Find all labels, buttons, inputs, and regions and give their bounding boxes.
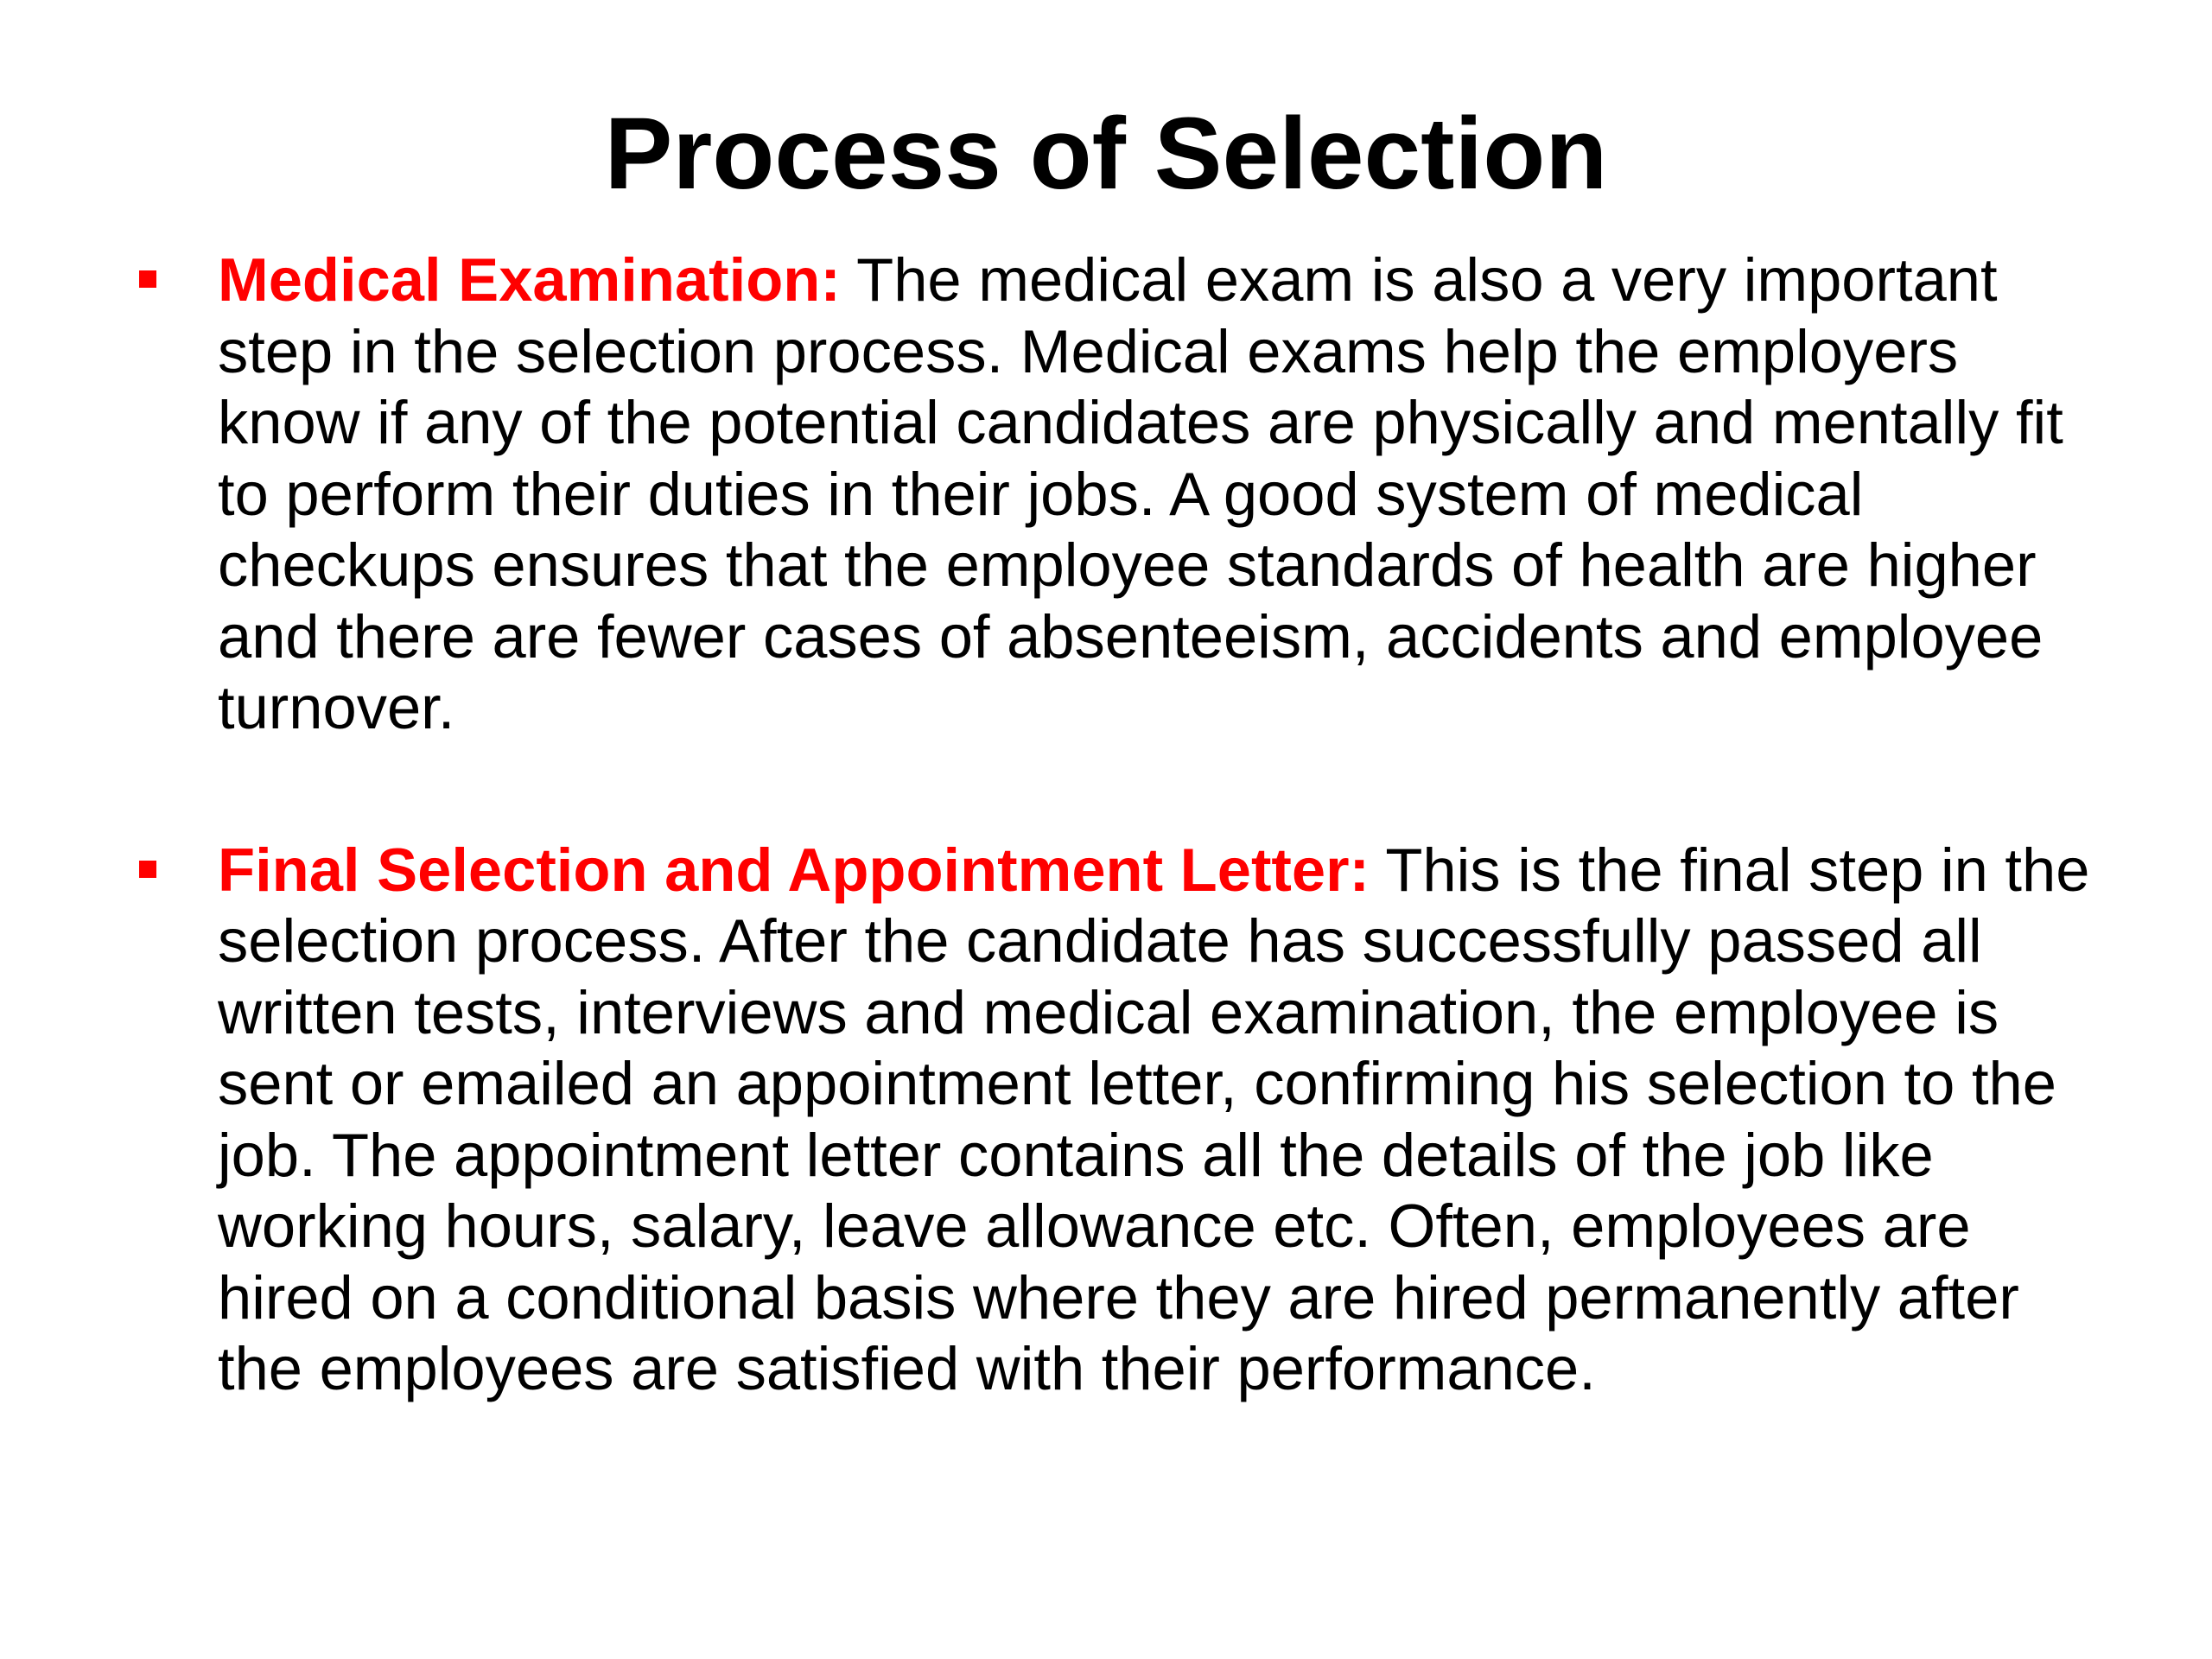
square-bullet-icon (139, 861, 156, 878)
bullet-item-final-selection (138, 835, 2091, 1405)
bullet-text: This is the final step in the selection process. After the candidate has successfully passed all written tests, interviews and medical examination, the employee is sent or emailed an appointment letter, confirming his selection to the job. The appointment letter contains all the details of the job like working hours, salary, leave allowance etc. Often, employees are hired on a conditional basis where they are hired permanently after the employees are satisfied with their performance. (218, 835, 2090, 1402)
bullet-item-medical-examination (138, 245, 2091, 744)
square-bullet-icon (139, 270, 156, 288)
bullet-list (138, 245, 2091, 1405)
bullet-text: The medical exam is also a very important step in the selection process. Medical exams help the employers know if any of the potential candidates are physically and mentally fit to perform their duties in their jobs. A good system of medical checkups ensures that the employee standards of health are higher and there are fewer cases of absenteeism, accidents and employee turnover. (218, 245, 2063, 741)
slide-title: Process of Selection (604, 97, 1608, 211)
bullet-term: Medical Examination: (218, 245, 841, 314)
bullet-term: Final Selection and Appointment Letter: (218, 835, 1370, 904)
